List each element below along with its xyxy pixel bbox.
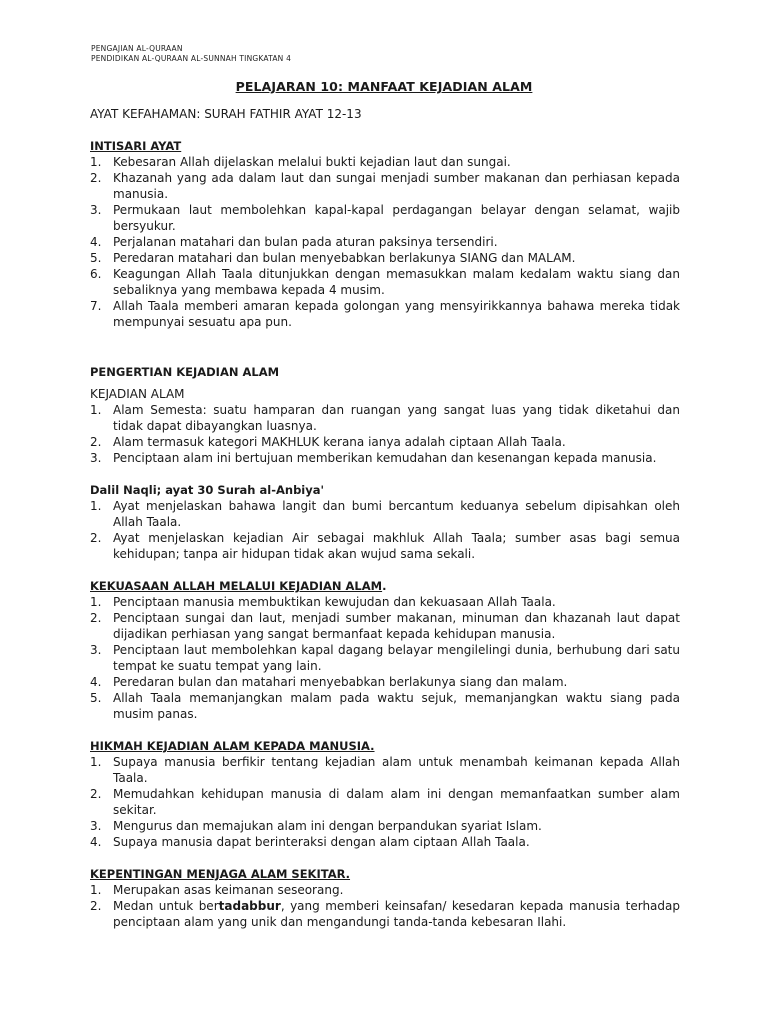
list-item: 7. Allah Taala memberi amaran kepada golongan yang mensyirikkannya bahawa mereka tidak mempunyai sesuatu apa pun. (90, 299, 680, 329)
hikmah-list (90, 754, 680, 850)
pengertian-list (90, 402, 680, 466)
list-item: 5. Peredaran matahari dan bulan menyebabkan berlakunya SIANG dan MALAM. (90, 251, 576, 265)
document-body (90, 106, 680, 930)
list-item: 1. Supaya manusia berfikir tentang kejadian alam untuk menambah keimanan kepada Allah Taala. (90, 755, 680, 785)
kekuasaan-list (90, 594, 680, 722)
bold-term-tadabbur: tadabbur (218, 899, 281, 913)
list-item: 4. Peredaran bulan dan matahari menyebabkan berlakunya siang dan malam. (90, 675, 568, 689)
section-heading-kepentingan: KEPENTINGAN MENJAGA ALAM SEKITAR. (90, 867, 351, 881)
section-heading-hikmah: HIKMAH KEJADIAN ALAM KEPADA MANUSIA. (90, 739, 375, 753)
list-item: 3. Mengurus dan memajukan alam ini dengan berpandukan syariat Islam. (90, 819, 542, 833)
list-item: 1. Penciptaan manusia membuktikan kewujudan dan kekuasaan Allah Taala. (90, 595, 556, 609)
list-item: 1. Ayat menjelaskan bahawa langit dan bumi bercantum keduanya sebelum dipisahkan oleh Allah Taala. (90, 499, 680, 529)
kepentingan-list (90, 882, 680, 930)
list-item: 2. Khazanah yang ada dalam laut dan sungai menjadi sumber makanan dan perhiasan kepada manusia. (90, 171, 680, 201)
list-item: 3. Penciptaan alam ini bertujuan memberikan kemudahan dan kesenangan kepada manusia. (90, 451, 657, 465)
section-heading-intisari: INTISARI AYAT (90, 139, 182, 153)
list-item: 2. Ayat menjelaskan kejadian Air sebagai makhluk Allah Taala; sumber asas bagi semua kehidupan; tanpa air hidupan tidak akan wujud sama sekali. (90, 531, 680, 561)
list-item: 5. Allah Taala memanjangkan malam pada waktu sejuk, memanjangkan waktu siang pada musim panas. (90, 691, 680, 721)
list-item: 2. Medan untuk bertadabbur, yang memberi keinsafan/ kesedaran kepada manusia terhadap penciptaan alam yang unik dan mengandungi tanda-tanda kebesaran Ilahi. (90, 899, 680, 929)
list-item: 2. Penciptaan sungai dan laut, menjadi sumber makanan, minuman dan khazanah laut dapat dijadikan perhiasan yang sangat bermanfaat kepada kehidupan manusia. (90, 611, 680, 641)
list-item: 2. Alam termasuk kategori MAKHLUK kerana ianya adalah ciptaan Allah Taala. (90, 435, 566, 449)
lesson-title: PELAJARAN 10: MANFAAT KEJADIAN ALAM (235, 79, 533, 94)
list-item: 4. Perjalanan matahari dan bulan pada aturan paksinya tersendiri. (90, 235, 498, 249)
running-header-subject: PENGAJIAN AL-QURAAN (91, 44, 183, 53)
list-item: 2. Memudahkan kehidupan manusia di dalam alam ini dengan memanfaatkan sumber alam sekitar. (90, 787, 680, 817)
section-heading-kekuasaan: KEKUASAAN ALLAH MELALUI KEJADIAN ALAM. (90, 579, 387, 593)
list-item: 1. Kebesaran Allah dijelaskan melalui bukti kejadian laut dan sungai. (90, 155, 511, 169)
intisari-list (90, 154, 680, 330)
section-heading-pengertian: PENGERTIAN KEJADIAN ALAM (90, 365, 280, 379)
list-item: 3. Permukaan laut membolehkan kapal-kapal perdagangan belayar dengan selamat, wajib bersyukur. (90, 203, 680, 233)
list-item: 1. Merupakan asas keimanan seseorang. (90, 883, 344, 897)
list-item: 1. Alam Semesta: suatu hamparan dan ruangan yang sangat luas yang tidak diketahui dan tidak dapat dibayangkan luasnya. (90, 403, 680, 433)
list-item: 6. Keagungan Allah Taala ditunjukkan dengan memasukkan malam kedalam waktu siang dan sebaliknya yang membawa kepada 4 musim. (90, 267, 680, 297)
ayat-reference: AYAT KEFAHAMAN: SURAH FATHIR AYAT 12-13 (90, 107, 362, 121)
list-item: 3. Penciptaan laut membolehkan kapal dagang belayar mengilelingi dunia, berhubung dari satu tempat ke suatu tempat yang lain. (90, 643, 680, 673)
list-item: 4. Supaya manusia dapat berinteraksi dengan alam ciptaan Allah Taala. (90, 835, 530, 849)
dalil-list (90, 498, 680, 562)
subheading-kejadian-alam: KEJADIAN ALAM (90, 387, 185, 401)
section-heading-dalil: Dalil Naqli; ayat 30 Surah al-Anbiya' (90, 483, 325, 497)
running-header-course: PENDIDIKAN AL-QURAAN AL-SUNNAH TINGKATAN 4 (91, 54, 292, 63)
